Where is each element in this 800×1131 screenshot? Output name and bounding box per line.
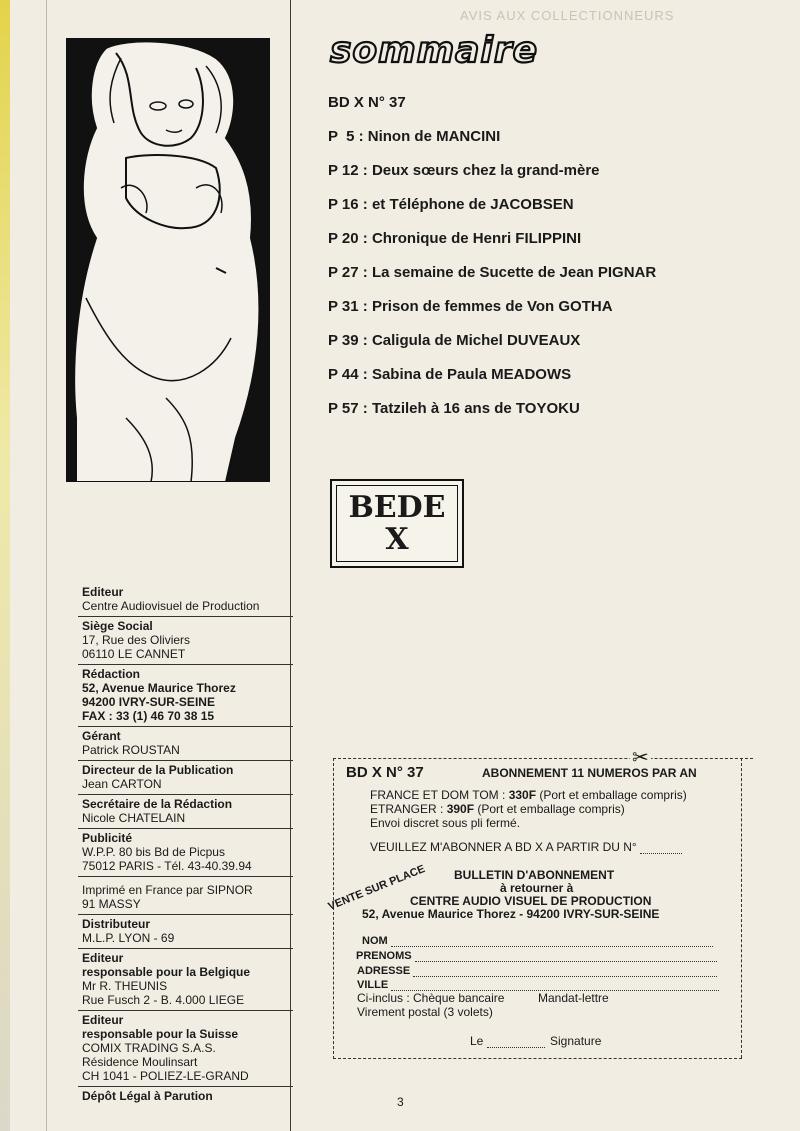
credit-value: M.L.P. LYON - 69	[82, 931, 175, 945]
logo-frame	[336, 485, 458, 562]
bulletin-address: 52, Avenue Maurice Thorez - 94200 IVRY-SUR-SEINE	[362, 907, 660, 921]
form-nom[interactable]: NOM	[362, 935, 713, 947]
credit-value: Imprimé en France par SIPNOR	[82, 883, 253, 897]
credits-column	[78, 583, 293, 1106]
toc-item	[328, 196, 768, 230]
toc-page: P 57	[328, 400, 359, 417]
form-signature[interactable]: Signature	[550, 1034, 602, 1048]
bede-x-logo	[330, 479, 464, 568]
illustration-drawing	[66, 38, 270, 482]
credit-heading: Publicité	[82, 831, 133, 845]
form-adresse[interactable]: ADRESSE	[357, 965, 717, 977]
credit-suisse	[78, 1011, 293, 1087]
logo-line-1: BEDE	[348, 490, 446, 525]
credit-siege	[78, 617, 293, 665]
toc-separator: :	[358, 264, 372, 281]
toc-item	[328, 400, 768, 434]
toc-page: P 20	[328, 230, 359, 247]
coupon-etranger: ETRANGER : 390F (Port et emballage compris)	[370, 802, 625, 816]
toc-page: P 5	[328, 128, 355, 145]
payment-virement[interactable]: Virement postal (3 volets)	[357, 1005, 493, 1019]
coupon-france: FRANCE ET DOM TOM : 330F (Port et emballage compris)	[370, 788, 687, 802]
toc-item	[328, 366, 768, 400]
toc-title: Prison de femmes de Von GOTHA	[371, 298, 613, 315]
credit-depot	[78, 1087, 293, 1106]
vente-sur-place-stamp: VENTE SUR PLACE	[326, 863, 427, 913]
credit-value: 91 MASSY	[82, 897, 141, 911]
credit-heading: Distributeur	[82, 917, 151, 931]
toc-separator: :	[358, 332, 372, 349]
toc-title: et Téléphone de JACOBSEN	[371, 196, 574, 213]
credit-heading: Directeur de la Publication	[82, 763, 234, 777]
toc-title: Deux sœurs chez la grand-mère	[371, 162, 600, 179]
toc-separator: :	[354, 128, 368, 145]
table-of-contents	[328, 94, 768, 434]
toc-page: P 12	[328, 162, 359, 179]
toc-separator: :	[358, 400, 372, 417]
credit-value: Jean CARTON	[82, 777, 162, 791]
toc-page: P 31	[328, 298, 359, 315]
credit-heading: Editeur	[82, 585, 124, 599]
toc-title: Tatzileh à 16 ans de TOYOKU	[371, 400, 580, 417]
credit-heading: Siège Social	[82, 619, 153, 633]
credit-value: Centre Audiovisuel de Production	[82, 599, 260, 613]
toc-title: Ninon de MANCINI	[367, 128, 501, 145]
credit-value: 52, Avenue Maurice Thorez	[82, 681, 236, 695]
coupon-right-cut-line	[741, 758, 742, 1058]
cover-illustration	[66, 38, 270, 482]
toc-title: Chronique de Henri FILIPPINI	[371, 230, 582, 247]
toc-separator: :	[358, 196, 372, 213]
bleed-through-text: AVIS AUX COLLECTIONNEURS	[460, 8, 675, 23]
credit-value: Nicole CHATELAIN	[82, 811, 186, 825]
scissors-icon: ✂	[632, 747, 649, 769]
credit-belgique	[78, 949, 293, 1011]
credit-redaction	[78, 665, 293, 727]
toc-page: P 27	[328, 264, 359, 281]
credit-value: Patrick ROUSTAN	[82, 743, 180, 757]
credit-directeur	[78, 761, 293, 795]
coupon-issue: BD X N° 37	[346, 764, 424, 781]
credit-heading: responsable pour la Belgique	[82, 965, 251, 979]
toc-separator: :	[358, 230, 372, 247]
coupon-veuillez: VEUILLEZ M'ABONNER A BD X A PARTIR DU N°	[370, 840, 682, 854]
payment-cheque[interactable]: Ci-inclus : Chèque bancaire	[357, 991, 505, 1005]
credit-value: Résidence Moulinsart	[82, 1055, 198, 1069]
binding-line	[46, 0, 47, 1131]
credit-value: COMIX TRADING S.A.S.	[82, 1041, 216, 1055]
toc-page: P 44	[328, 366, 359, 383]
form-ville[interactable]: VILLE	[357, 979, 719, 991]
toc-separator: :	[358, 298, 372, 315]
toc-page: P 39	[328, 332, 359, 349]
toc-title: La semaine de Sucette de Jean PIGNAR	[371, 264, 657, 281]
credit-value: W.P.P. 80 bis Bd de Picpus	[82, 845, 225, 859]
toc-item	[328, 298, 768, 332]
bulletin-title: BULLETIN D'ABONNEMENT	[454, 868, 615, 882]
credit-value: Mr R. THEUNIS	[82, 979, 168, 993]
toc-separator: :	[358, 162, 372, 179]
credit-value: 17, Rue des Oliviers	[82, 633, 191, 647]
credit-publicite	[78, 829, 293, 877]
credit-imprime	[78, 877, 293, 915]
toc-separator: :	[358, 366, 372, 383]
credit-value: 94200 IVRY-SUR-SEINE	[82, 695, 215, 709]
coupon-abonnement: ABONNEMENT 11 NUMEROS PAR AN	[482, 766, 697, 780]
credit-editeur	[78, 583, 293, 617]
credit-distributeur	[78, 915, 293, 949]
toc-item	[328, 162, 768, 196]
payment-mandat[interactable]: Mandat-lettre	[538, 991, 609, 1005]
credit-heading: Secrétaire de la Rédaction	[82, 797, 233, 811]
form-date[interactable]: Le	[470, 1034, 545, 1048]
credit-value: Rue Fusch 2 - B. 4.000 LIEGE	[82, 993, 245, 1007]
toc-list	[328, 128, 768, 434]
credit-secretaire	[78, 795, 293, 829]
page-edge	[0, 0, 10, 1131]
toc-title: Caligula de Michel DUVEAUX	[371, 332, 581, 349]
bulletin-centre: CENTRE AUDIO VISUEL DE PRODUCTION	[410, 894, 652, 908]
toc-item	[328, 332, 768, 366]
bulletin-return: à retourner à	[500, 881, 574, 895]
sommaire-text: sommaire	[330, 30, 538, 71]
credit-fax: FAX : 33 (1) 46 70 38 15	[82, 709, 215, 723]
credit-heading: responsable pour la Suisse	[82, 1027, 239, 1041]
credit-gerant	[78, 727, 293, 761]
coupon-discret: Envoi discret sous pli fermé.	[370, 816, 521, 830]
credit-value: CH 1041 - POLIEZ-LE-GRAND	[82, 1069, 249, 1083]
toc-item	[328, 264, 768, 298]
credit-heading: Dépôt Légal à Parution	[82, 1089, 213, 1103]
toc-item	[328, 230, 768, 264]
credit-heading: Editeur	[82, 951, 124, 965]
logo-line-2: X	[385, 522, 409, 557]
toc-issue: BD X N° 37	[328, 94, 406, 111]
credit-value: 06110 LE CANNET	[82, 647, 186, 661]
sommaire-title	[328, 26, 543, 77]
form-prenoms[interactable]: PRENOMS	[356, 950, 717, 962]
credit-heading: Rédaction	[82, 667, 141, 681]
toc-item	[328, 128, 768, 162]
sommaire-logo	[328, 26, 543, 72]
credit-value: 75012 PARIS - Tél. 43-40.39.94	[82, 859, 252, 873]
toc-page: P 16	[328, 196, 359, 213]
toc-title: Sabina de Paula MEADOWS	[371, 366, 572, 383]
page-number: 3	[397, 1095, 404, 1109]
credit-heading: Gérant	[82, 729, 121, 743]
credit-heading: Editeur	[82, 1013, 124, 1027]
